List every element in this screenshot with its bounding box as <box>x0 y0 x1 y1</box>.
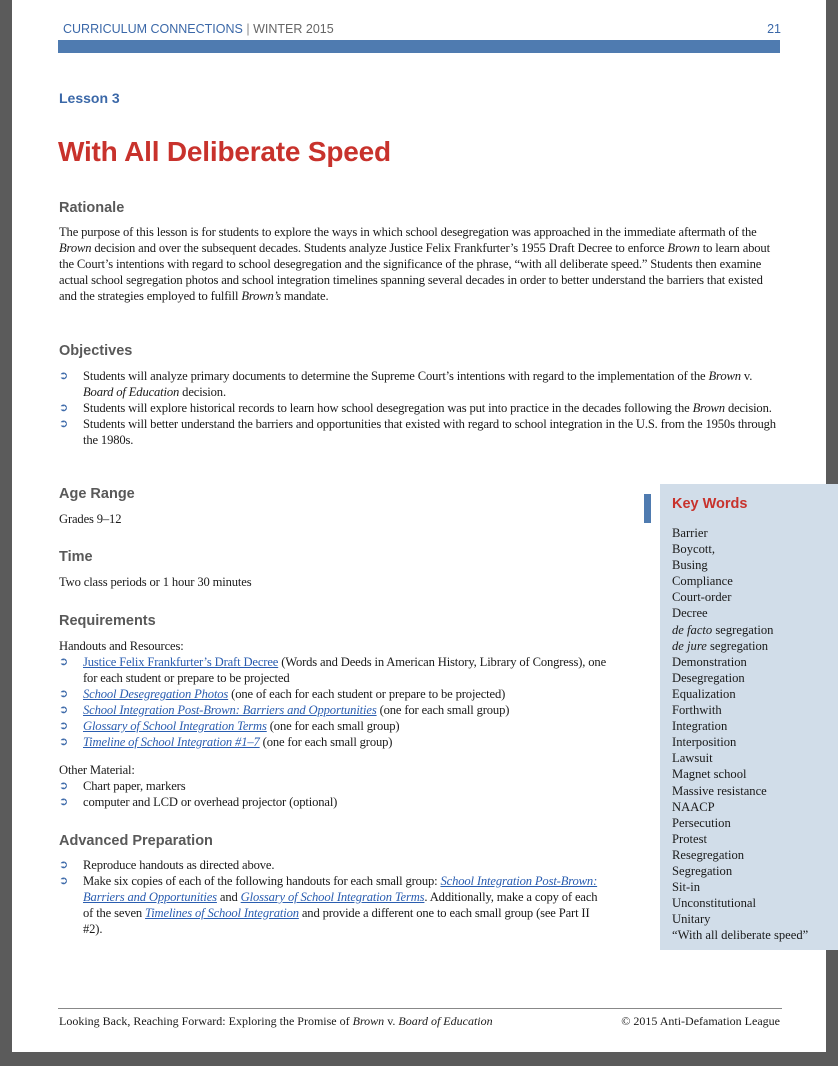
list-item <box>59 794 607 810</box>
text-span: Protest <box>672 831 707 846</box>
list-item <box>59 654 607 686</box>
issue-label: WINTER 2015 <box>253 22 334 36</box>
list-item <box>672 622 808 638</box>
text-span: Lawsuit <box>672 751 713 766</box>
footer-copyright: © 2015 Anti-Defamation League <box>621 1014 780 1028</box>
text-span: Make six copies of each of the following handouts for each small group: <box>83 874 441 888</box>
text-span: segregation <box>706 638 769 653</box>
list-item <box>672 766 808 782</box>
list-item <box>672 557 808 573</box>
advanced-preparation-list <box>59 857 607 937</box>
time-value: Two class periods or 1 hour 30 minutes <box>59 575 252 589</box>
list-item <box>672 605 808 621</box>
list-item <box>672 686 808 702</box>
rationale-body <box>59 224 781 304</box>
header-bar <box>58 40 780 53</box>
italic-text: de facto <box>672 622 713 637</box>
page-number: 21 <box>767 22 781 36</box>
list-item <box>672 879 808 895</box>
key-words-marker <box>644 494 651 523</box>
objectives-list <box>59 368 781 448</box>
handout-link[interactable]: School Integration Post-Brown: Barriers and Opportunities <box>83 874 598 904</box>
list-item <box>59 734 607 750</box>
handout-link[interactable]: Glossary of School Integration Terms <box>240 890 425 904</box>
handout-link[interactable]: Glossary of School Integration Terms <box>83 719 267 733</box>
list-item <box>672 863 808 879</box>
text-span: Looking Back, Reaching Forward: Exploring the Promise of <box>59 1014 353 1028</box>
text-span: Segregation <box>672 863 733 878</box>
text-span: Persecution <box>672 815 731 830</box>
text-span: The purpose of this lesson is for students to explore the ways in which school desegregation was approached in the immediate aftermath of the <box>59 225 757 239</box>
text-span: v. <box>384 1014 399 1028</box>
text-span: Students will better understand the barriers and opportunities that existed with regard to school integration in the U.S. from the 1950s through the 1980s. <box>83 417 776 447</box>
text-span: Demonstration <box>672 654 747 669</box>
list-item <box>672 638 808 654</box>
text-span: decision. <box>179 385 226 399</box>
other-material-label: Other Material: <box>59 763 135 777</box>
text-span: Forthwith <box>672 703 722 718</box>
list-item <box>672 718 808 734</box>
handout-link[interactable]: Timelines of School Integration <box>145 906 299 920</box>
italic-text: Brown <box>692 401 725 415</box>
text-span: NAACP <box>672 799 715 814</box>
list-item <box>672 654 808 670</box>
text-span: Unconstitutional <box>672 896 756 911</box>
text-span: (Words and Deeds in American History, Library of Congress), one for each student or prepare to be projected <box>83 655 607 685</box>
italic-text: Brown <box>667 241 700 255</box>
list-item <box>672 750 808 766</box>
list-item <box>672 847 808 863</box>
key-words-heading: Key Words <box>672 496 748 512</box>
objectives-heading: Objectives <box>59 343 133 359</box>
list-item <box>672 799 808 815</box>
text-span: Boycott, <box>672 542 716 557</box>
handout-link[interactable]: School Integration Post-Brown: Barriers and Opportunities <box>83 703 377 717</box>
requirements-section <box>59 638 607 810</box>
list-item <box>672 670 808 686</box>
text-span: Massive resistance <box>672 783 767 798</box>
list-item <box>672 831 808 847</box>
list-item <box>59 368 781 400</box>
text-span: (one for each small group) <box>376 703 510 717</box>
list-item <box>672 911 808 927</box>
list-item <box>59 400 781 416</box>
italic-text: Brown <box>352 1014 385 1028</box>
text-span: Desegregation <box>672 670 745 685</box>
text-span: Chart paper, markers <box>83 779 186 793</box>
text-span: “With all deliberate speed” <box>672 928 809 943</box>
text-span: . Additionally, make a copy of each of the seven <box>83 890 598 920</box>
list-item <box>672 734 808 750</box>
text-span: Interposition <box>672 735 737 750</box>
footer-divider <box>58 1008 782 1009</box>
handout-link[interactable]: School Desegregation Photos <box>83 687 229 701</box>
text-span: Students will analyze primary documents to determine the Supreme Court’s intentions with regard to the implementation of the <box>83 369 709 383</box>
rationale-heading: Rationale <box>59 200 125 216</box>
text-span: Equalization <box>672 686 736 701</box>
list-item <box>672 541 808 557</box>
list-item <box>672 927 808 943</box>
text-span: Students will explore historical records to learn how school desegregation was put into practice in the decades following the <box>83 401 693 415</box>
handout-link[interactable]: Justice Felix Frankfurter’s Draft Decree <box>83 655 279 669</box>
key-words-list <box>672 525 808 943</box>
handouts-list <box>59 654 607 750</box>
list-item <box>672 702 808 718</box>
italic-text: Brown’s <box>241 289 281 303</box>
italic-text: de jure <box>672 638 707 653</box>
list-item <box>59 873 607 937</box>
text-span: Magnet school <box>672 767 747 782</box>
time-heading: Time <box>59 549 93 565</box>
list-item <box>59 778 607 794</box>
age-range-heading: Age Range <box>59 486 135 502</box>
text-span: Integration <box>672 719 728 734</box>
text-span: and <box>216 890 241 904</box>
text-span: to learn about the Court’s intentions with regard to school desegregation and the significance of the phrase, “with all deliberate speed.” Students then examine actual school segregation photos and school integration timelines spanning several decades in order to better understand the barriers that existed and the strategies employed to fulfill <box>59 241 770 303</box>
italic-text: Board of Education <box>398 1014 493 1028</box>
footer-title <box>59 1014 493 1029</box>
header-separator: | <box>246 22 250 36</box>
italic-text: Brown <box>59 241 92 255</box>
italic-text: Brown <box>708 369 741 383</box>
text-span: Reproduce handouts as directed above. <box>83 858 275 872</box>
list-item <box>59 857 607 873</box>
advanced-preparation-heading: Advanced Preparation <box>59 833 213 849</box>
italic-text: Board of Education <box>83 385 180 399</box>
text-span: mandate. <box>280 289 329 303</box>
text-span: Unitary <box>672 912 711 927</box>
list-item <box>672 589 808 605</box>
publication-name: CURRICULUM CONNECTIONS <box>63 22 243 36</box>
text-span: Sit-in <box>672 880 700 895</box>
text-span: v. <box>740 369 753 383</box>
list-item <box>672 783 808 799</box>
text-span: Compliance <box>672 574 733 589</box>
requirements-heading: Requirements <box>59 613 156 629</box>
text-span: decision and over the subsequent decades. Students analyze Justice Felix Frankfurter’s 1955 Draft Decree to enforce <box>91 241 668 255</box>
list-item <box>672 815 808 831</box>
text-span: Busing <box>672 558 708 573</box>
other-material-list <box>59 778 607 810</box>
text-span: segregation <box>712 622 774 637</box>
text-span: (one of each for each student or prepare to be projected) <box>228 687 506 701</box>
list-item <box>672 573 808 589</box>
handout-link[interactable]: Timeline of School Integration #1–7 <box>83 735 260 749</box>
text-span: Decree <box>672 606 708 621</box>
list-item <box>672 895 808 911</box>
text-span: computer and LCD or overhead projector (optional) <box>83 795 338 809</box>
text-span: decision. <box>724 401 772 415</box>
list-item <box>59 686 607 702</box>
text-span: (one for each small group) <box>266 719 400 733</box>
list-item <box>59 416 781 448</box>
text-span: Resegregation <box>672 847 745 862</box>
text-span: (one for each small group) <box>259 735 393 749</box>
text-span: and provide a different one to each small group (see Part II #2). <box>83 906 590 936</box>
page-title: With All Deliberate Speed <box>58 136 391 167</box>
key-words-sidebar <box>660 484 838 950</box>
document-page <box>12 0 826 1052</box>
age-range-value: Grades 9–12 <box>59 512 122 526</box>
text-span: Court-order <box>672 590 732 605</box>
handouts-label: Handouts and Resources: <box>59 639 184 653</box>
lesson-label: Lesson 3 <box>59 90 120 106</box>
list-item <box>59 718 607 734</box>
list-item <box>672 525 808 541</box>
text-span: Barrier <box>672 526 708 540</box>
list-item <box>59 702 607 718</box>
running-header <box>63 22 781 36</box>
